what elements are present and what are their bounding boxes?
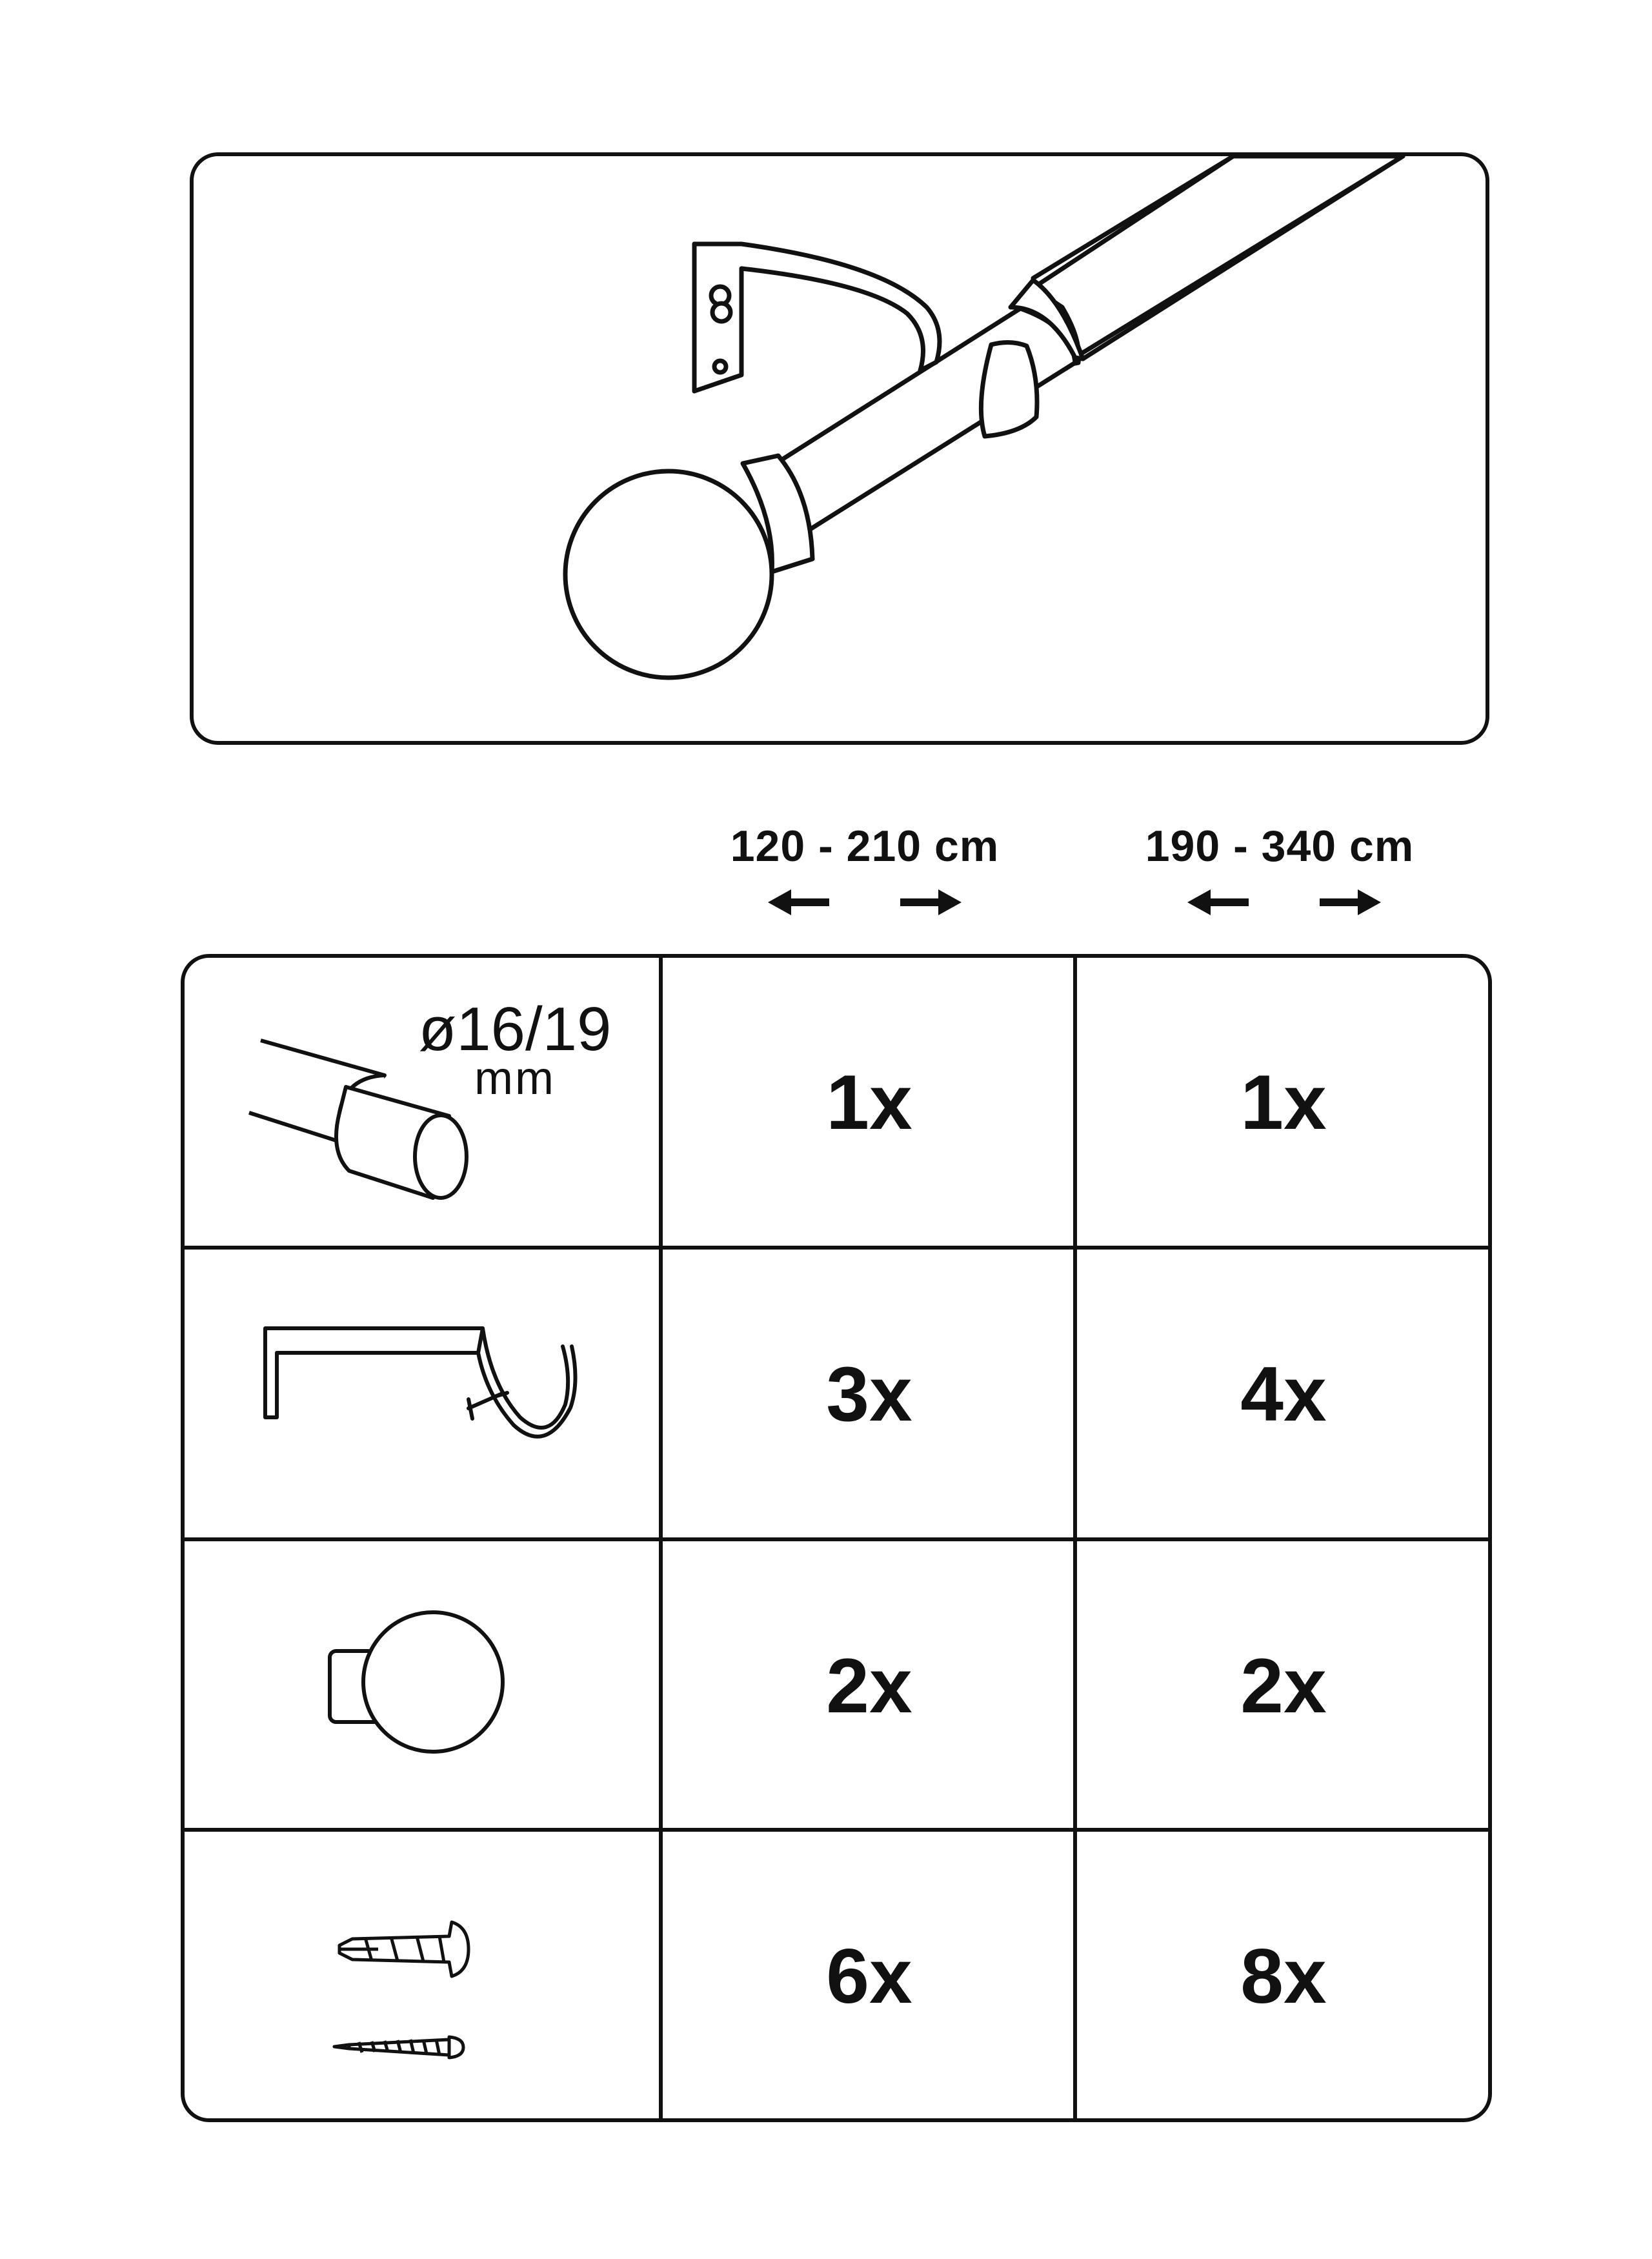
ball-finial-icon [185,1541,660,1830]
parts-table [181,954,1492,2122]
qty-fixings-short: 6x [826,1933,912,2020]
qty-bracket-long: 4x [1240,1351,1327,1437]
table-row-fixings [185,1832,660,2121]
hero-illustration-panel [190,152,1489,745]
qty-finial-long: 2x [1240,1643,1327,1729]
qty-rod-short: 1x [826,1059,912,1146]
wall-bracket-icon [185,1250,660,1539]
curtain-rod-assembly-illustration [194,156,1486,741]
rod-diameter-unit: mm [474,1053,556,1104]
qty-bracket-short: 3x [826,1351,912,1437]
double-arrow-extend-icon [768,883,962,922]
table-row-finial [185,1541,660,1830]
double-arrow-extend-icon [1187,883,1381,922]
range-label-long: 190 - 340 cm [1145,822,1415,871]
table-row-rod [185,958,660,1247]
wall-plug-and-screw-icon [185,1832,660,2121]
qty-fixings-long: 8x [1240,1933,1327,2020]
qty-finial-short: 2x [826,1643,912,1729]
rod-diameter-value: ø16/19 [418,995,612,1064]
rod-diameter-label [412,995,618,1104]
qty-rod-long: 1x [1240,1059,1327,1146]
range-label-short: 120 - 210 cm [730,822,1000,871]
table-row-bracket [185,1250,660,1539]
